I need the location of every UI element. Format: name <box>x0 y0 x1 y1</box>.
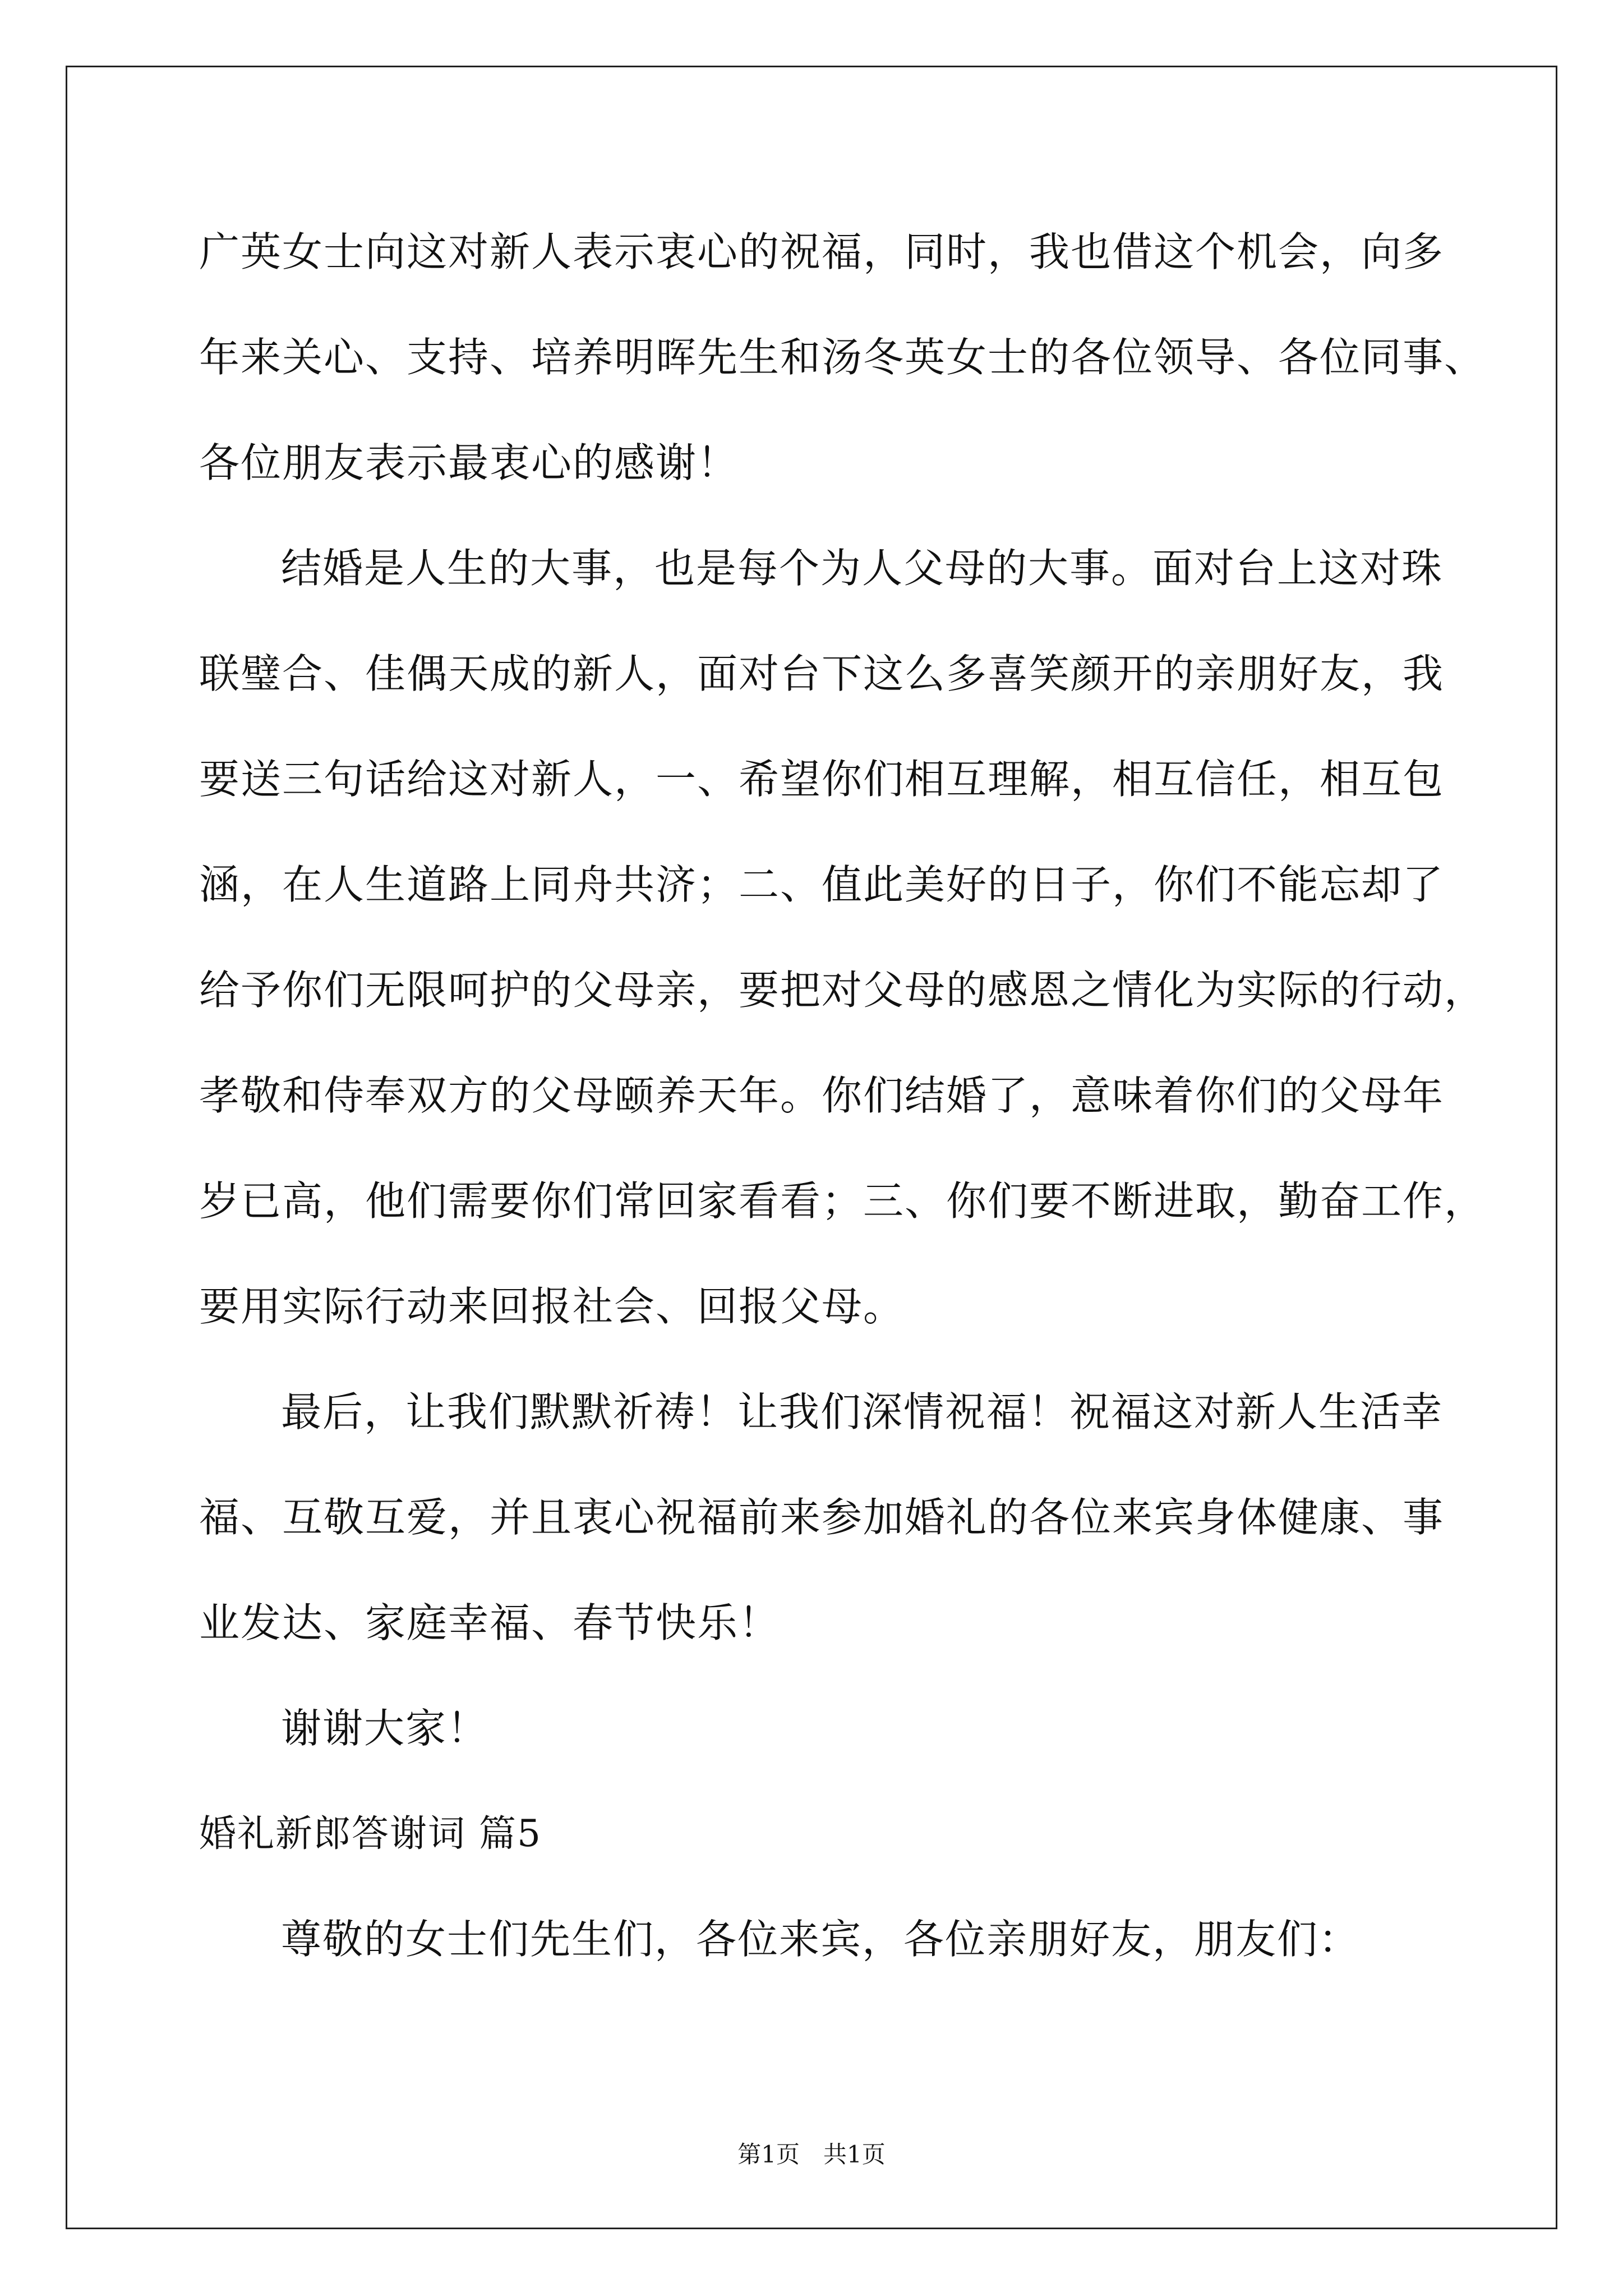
text-line: 尊敬的女士们先生们，各位来宾，各位亲朋好友，朋友们： <box>281 1916 1361 1963</box>
paragraph-3 <box>199 1359 1445 1676</box>
text-line: 业发达、家庭幸福、春节快乐！ <box>199 1599 781 1646</box>
text-line: 结婚是人生的大事，也是每个为人父母的大事。面对台上这对珠 <box>281 545 1444 592</box>
paragraph-1 <box>199 199 1486 516</box>
text-line: 各位朋友表示最衷心的感谢！ <box>199 439 739 486</box>
text-line: 孝敬和侍奉双方的父母颐养天年。你们结婚了，意味着你们的父母年 <box>199 1072 1445 1119</box>
text-line: 联璧合、佳偶天成的新人，面对台下这么多喜笑颜开的亲朋好友，我 <box>199 650 1445 697</box>
page-footer: 第1页 共1页 <box>737 2141 886 2168</box>
text-line: 谢谢大家！ <box>281 1705 489 1752</box>
section-heading: 婚礼新郎答谢词 篇5 <box>199 1812 542 1855</box>
text-line: 广英女士向这对新人表示衷心的祝福，同时，我也借这个机会，向多 <box>199 228 1445 275</box>
text-line: 要用实际行动来回报社会、回报父母。 <box>199 1283 905 1330</box>
text-line: 要送三句话给这对新人，一、希望你们相互理解，相互信任，相互包 <box>199 756 1445 803</box>
paragraph-2 <box>199 516 1486 1359</box>
document-body <box>199 199 1486 1992</box>
text-line: 年来关心、支持、培养明晖先生和汤冬英女士的各位领导、各位同事、 <box>199 334 1486 381</box>
text-line: 最后，让我们默默祈祷！让我们深情祝福！祝福这对新人生活幸 <box>281 1388 1444 1435</box>
paragraph-5 <box>199 1887 1433 1992</box>
text-line: 岁已高，他们需要你们常回家看看；三、你们要不断进取，勤奋工作， <box>199 1177 1486 1225</box>
text-line: 福、互敬互爱，并且衷心祝福前来参加婚礼的各位来宾身体健康、事 <box>199 1494 1445 1541</box>
text-line: 涵，在人生道路上同舟共济；二、值此美好的日子，你们不能忘却了 <box>199 861 1445 908</box>
text-line: 给予你们无限呵护的父母亲，要把对父母的感恩之情化为实际的行动， <box>199 967 1486 1014</box>
paragraph-4 <box>199 1676 1433 1781</box>
